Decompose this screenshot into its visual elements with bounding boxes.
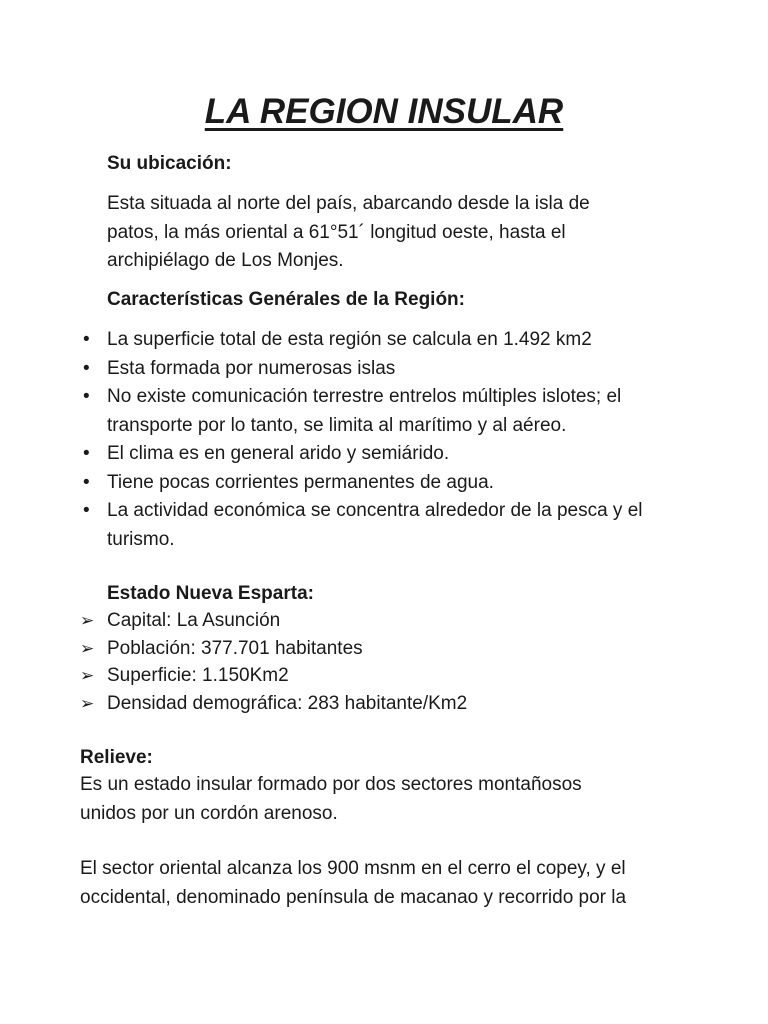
list-item-text: La superficie total de esta región se calcula en 1.492 km2 (107, 329, 592, 350)
bullet-dot-icon: • (83, 443, 90, 464)
bullet-dot-icon: • (83, 386, 90, 407)
list-item-text: El clima es en general arido y semiárido. (107, 443, 450, 464)
page-title: LA REGION INSULAR (204, 92, 564, 131)
caracteristicas-list (80, 326, 680, 554)
ubicacion-heading: Su ubicación: (107, 153, 232, 174)
bullet-dot-icon: • (83, 329, 90, 350)
list-item-text: Capital: La Asunción (107, 610, 281, 631)
bullet-dot-icon: • (83, 500, 90, 521)
relieve-heading: Relieve: (80, 747, 153, 768)
estado-heading: Estado Nueva Esparta: (107, 583, 314, 604)
bullet-dot-icon: • (83, 471, 90, 493)
bullet-dot-icon: • (83, 357, 90, 379)
arrow-right-icon: ➢ (80, 666, 95, 685)
arrow-right-icon: ➢ (80, 693, 95, 713)
list-item (80, 690, 680, 718)
list-item-text: No existe comunicación terrestre entrelos múltiples islotes; el transporte por lo tanto, se limita al marítimo y al aéreo. (107, 386, 622, 436)
list-item (80, 662, 680, 690)
caracteristicas-heading: Características Genérales de la Región: (107, 289, 465, 310)
list-item (80, 440, 680, 469)
list-item (80, 326, 680, 355)
list-item (80, 607, 680, 635)
list-item-text: Población: 377.701 habitantes (107, 637, 363, 659)
list-item-text: La actividad económica se concentra alrededor de la pesca y el turismo. (107, 500, 643, 550)
list-item (80, 469, 680, 498)
list-item (80, 355, 680, 384)
relieve-paragraph: Es un estado insular formado por dos sectores montañosos unidos por un cordón arenoso. (80, 774, 582, 824)
estado-list (80, 607, 680, 717)
arrow-right-icon: ➢ (80, 611, 95, 630)
list-item-text: Densidad demográfica: 283 habitante/Km2 (107, 692, 468, 714)
list-item-text: Esta formada por numerosas islas (107, 357, 396, 379)
list-item-text: Superficie: 1.150Km2 (107, 665, 289, 686)
list-item-text: Tiene pocas corrientes permanentes de agua. (107, 471, 494, 493)
list-item (80, 635, 680, 663)
list-item (80, 383, 680, 440)
sector-paragraph: El sector oriental alcanza los 900 msnm en el cerro el copey, y el occidental, denominado península de macanao y recorrido por la (80, 858, 627, 908)
ubicacion-paragraph: Esta situada al norte del país, abarcando desde la isla de patos, la más oriental a 61°51´ longitud oeste, hasta el archipiélago de Los Monjes. (107, 193, 590, 271)
list-item (80, 497, 680, 554)
arrow-right-icon: ➢ (80, 638, 95, 658)
